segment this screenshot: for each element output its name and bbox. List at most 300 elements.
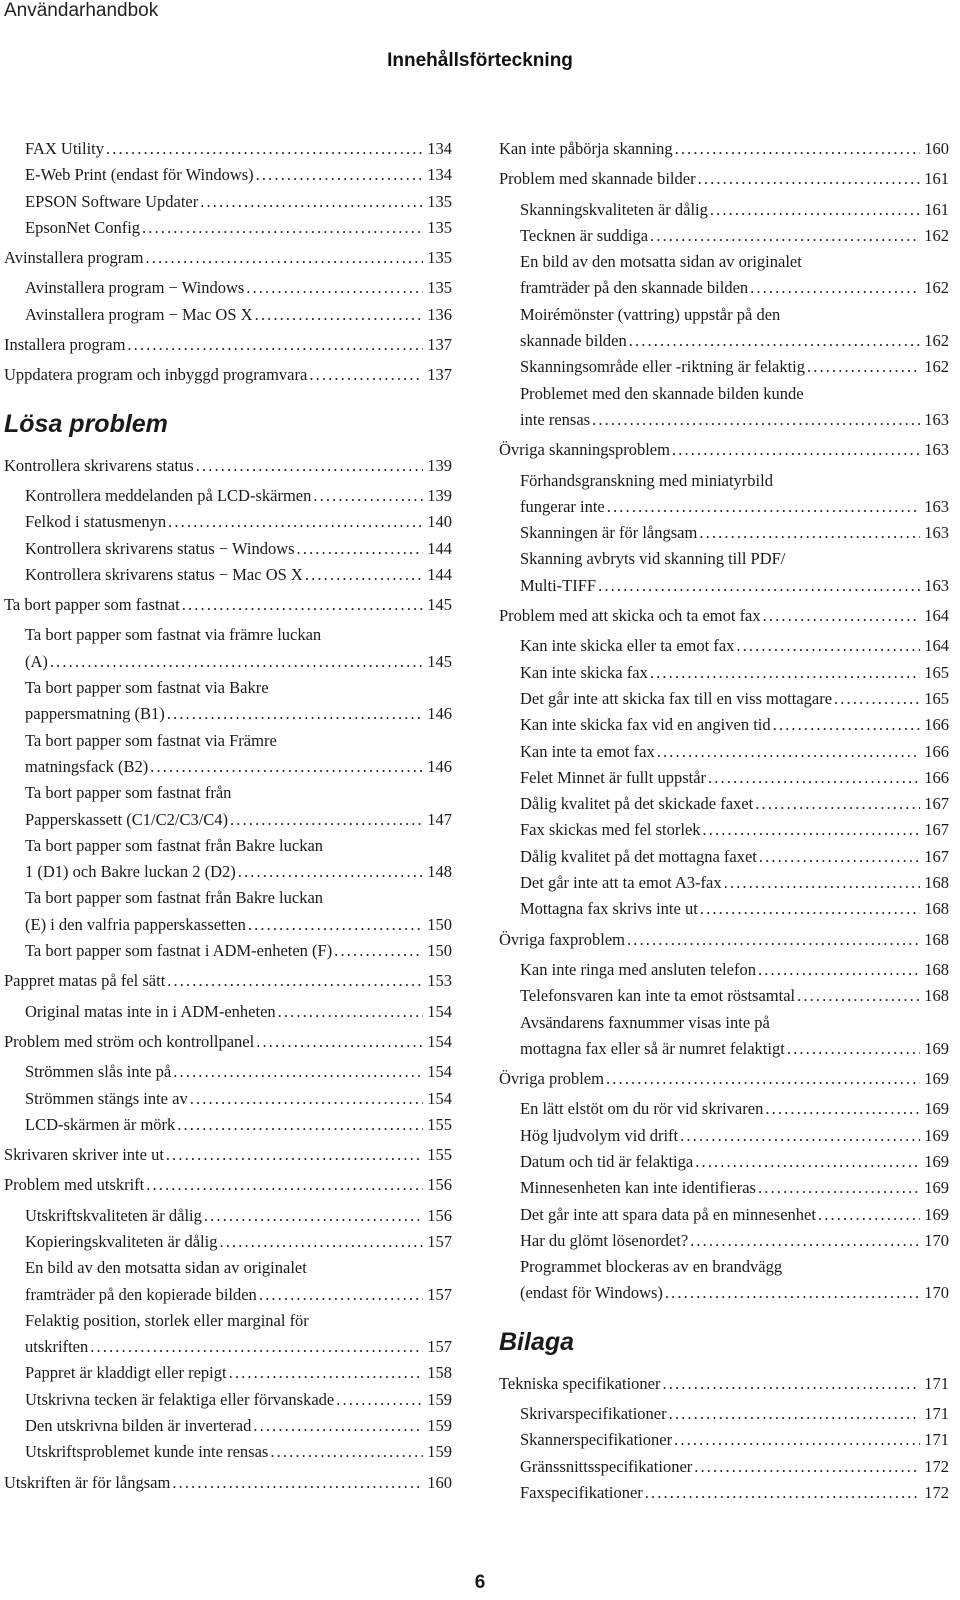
toc-subentry[interactable] (4, 885, 452, 938)
dot-leader (278, 999, 424, 1025)
toc-subentry[interactable] (4, 999, 452, 1025)
dot-leader (708, 765, 920, 791)
dot-leader (755, 791, 920, 817)
toc-entry-text-line1: Problemet med den skannade bilden kunde (520, 383, 804, 403)
toc-entry-text: Skanningsområde eller -riktning är felaktig (520, 357, 805, 377)
toc-entry-text: (A) (25, 651, 48, 671)
toc-subentry[interactable] (499, 844, 949, 870)
toc-page-number: 160 (427, 1472, 452, 1492)
dot-leader (607, 494, 921, 520)
toc-page-number: 144 (427, 538, 452, 558)
toc-page-number: 163 (924, 409, 949, 429)
toc-subentry[interactable] (4, 1413, 452, 1439)
toc-page-number: 135 (427, 217, 452, 237)
dot-leader (309, 362, 423, 388)
toc-entry-text: Datum och tid är felaktiga (520, 1151, 694, 1171)
toc-entry-text: pappersmatning (B1) (25, 704, 165, 724)
dot-leader (182, 592, 424, 618)
toc-subentry[interactable] (4, 562, 452, 588)
toc-subentry[interactable] (4, 162, 452, 188)
toc-subentry[interactable] (499, 896, 949, 922)
toc-entry-text-line1: Felaktig position, storlek eller marginal för (25, 1310, 309, 1330)
toc-page-number: 148 (427, 862, 452, 882)
toc-entry-text: Felkod i statusmenyn (25, 512, 167, 532)
toc-entry-text: Det går inte att ta emot A3-fax (520, 873, 722, 893)
toc-page-number: 146 (427, 704, 452, 724)
toc-subentry[interactable] (499, 197, 949, 223)
toc-page-number: 167 (924, 794, 949, 814)
toc-page-number: 154 (427, 1088, 452, 1108)
toc-page-number: 156 (427, 1205, 452, 1225)
toc-entry-text: Telefonsvaren kan inte ta emot röstsamtal (520, 986, 796, 1006)
toc-page-number: 165 (924, 662, 949, 682)
toc-entry-text: Kan inte ringa med ansluten telefon (520, 959, 756, 979)
toc-subentry[interactable] (4, 1229, 452, 1255)
toc-subentry[interactable] (4, 728, 452, 781)
toc-entry-text-line1: Avsändarens faxnummer visas inte på (520, 1012, 770, 1032)
toc-entry-text: Utskrivna tecken är felaktiga eller förvanskade (25, 1389, 335, 1409)
toc-entry-text: Strömmen stängs inte av (25, 1088, 188, 1108)
toc-entry-text-line1: Ta bort papper som fastnat via främre luckan (25, 625, 322, 645)
toc-subentry[interactable] (499, 249, 949, 302)
toc-entry-text: Pappret matas på fel sätt (4, 971, 166, 991)
dot-leader (200, 189, 423, 215)
toc-subentry[interactable] (4, 833, 452, 886)
dot-leader (710, 197, 920, 223)
toc-entry-text: Kontrollera meddelanden på LCD-skärmen (25, 485, 312, 505)
toc-page-number: 169 (924, 1178, 949, 1198)
dot-leader (797, 983, 920, 1009)
dot-leader (256, 162, 424, 188)
toc-entry-text: Kan inte påbörja skanning (499, 139, 673, 158)
toc-page-number: 156 (427, 1175, 452, 1195)
toc-subentry[interactable] (499, 686, 949, 712)
toc-entry-text: Ta bort papper som fastnat (4, 595, 180, 615)
toc-entry-text: Det går inte att spara data på en minnesenhet (520, 1204, 816, 1224)
toc-page-number: 171 (924, 1373, 949, 1393)
toc-page-number: 134 (427, 139, 452, 158)
toc-page-number: 145 (427, 595, 452, 615)
toc-page-number: 154 (427, 1001, 452, 1021)
toc-page-number: 163 (924, 523, 949, 543)
toc-subentry[interactable] (499, 983, 949, 1009)
toc-column-right (499, 136, 949, 1506)
toc-entry[interactable] (4, 332, 452, 358)
toc-page-number: 161 (924, 199, 949, 219)
toc-subentry[interactable] (4, 1086, 452, 1112)
toc-subentry[interactable] (499, 223, 949, 249)
toc-entry[interactable] (4, 1029, 452, 1055)
toc-entry[interactable] (4, 245, 452, 271)
toc-page-number: 163 (924, 496, 949, 516)
dot-leader (703, 817, 921, 843)
dot-leader (168, 509, 423, 535)
toc-entry-text: Kan inte ta emot fax (520, 741, 655, 761)
dot-leader (334, 938, 423, 964)
toc-entry-text: Skanningen är för långsam (520, 523, 698, 543)
toc-entry-text: Problem med att skicka och ta emot fax (499, 606, 761, 626)
toc-page-number: 172 (924, 1456, 949, 1476)
toc-entry-text: Minnesenheten kan inte identifieras (520, 1178, 756, 1198)
toc-subentry[interactable] (499, 870, 949, 896)
dot-leader (246, 275, 423, 301)
toc-entry-text: Kan inte skicka eller ta emot fax (520, 636, 735, 656)
toc-subentry[interactable] (499, 791, 949, 817)
toc-entry[interactable] (4, 1470, 452, 1496)
toc-subentry[interactable] (499, 468, 949, 521)
toc-page-number: 171 (924, 1404, 949, 1424)
toc-entry-text-line1: Ta bort papper som fastnat från Bakre luckan (25, 835, 324, 855)
dot-leader (253, 1413, 423, 1439)
dot-leader (650, 660, 920, 686)
dot-leader (680, 1123, 920, 1149)
toc-page-number: 166 (924, 741, 949, 761)
toc-page-number: 155 (427, 1145, 452, 1165)
toc-entry-text: Den utskrivna bilden är inverterad (25, 1416, 252, 1436)
toc-entry[interactable] (4, 1142, 452, 1168)
dot-leader (675, 136, 921, 162)
toc-entry-text: Övriga problem (499, 1069, 604, 1089)
dot-leader (690, 1228, 920, 1254)
toc-entry-text: Kontrollera skrivarens status − Windows (25, 538, 295, 558)
toc-subentry[interactable] (4, 622, 452, 675)
toc-page-number: 157 (427, 1337, 452, 1357)
toc-subentry[interactable] (4, 938, 452, 964)
section-title: Bilaga (499, 1327, 575, 1356)
dot-leader (167, 968, 423, 994)
dot-leader (724, 870, 921, 896)
manual-title: Användarhandbok (4, 0, 159, 21)
toc-page-number: 154 (427, 1062, 452, 1082)
dot-leader (238, 859, 423, 885)
dot-leader (629, 328, 920, 354)
toc-entry-text: Skrivaren skriver inte ut (4, 1145, 164, 1165)
dot-leader (627, 927, 920, 953)
toc-page-number: 169 (924, 1151, 949, 1171)
toc-subentry[interactable] (4, 1059, 452, 1085)
toc-entry-text: Tekniska specifikationer (499, 1373, 661, 1393)
toc-subentry[interactable] (4, 509, 452, 535)
toc-page-number: 145 (427, 651, 452, 671)
toc-page-number: 159 (427, 1442, 452, 1462)
toc-subentry[interactable] (4, 215, 452, 241)
toc-subentry[interactable] (4, 780, 452, 833)
dot-leader (229, 1360, 424, 1386)
toc-subentry[interactable] (499, 633, 949, 659)
dot-leader (313, 483, 423, 509)
page-number: 6 (474, 1572, 486, 1593)
toc-page-number: 169 (924, 1204, 949, 1224)
dot-leader (106, 136, 423, 162)
toc-subentry[interactable] (499, 712, 949, 738)
toc-subentry[interactable] (499, 354, 949, 380)
toc-page-number: 163 (924, 440, 949, 460)
toc-entry-text: framträder på den kopierade bilden (25, 1284, 257, 1304)
dot-leader (50, 649, 423, 675)
toc-page-number: 144 (427, 564, 452, 584)
toc-entry-text: utskriften (25, 1337, 89, 1357)
toc-entry[interactable] (4, 362, 452, 388)
dot-leader (669, 1401, 921, 1427)
toc-subentry[interactable] (499, 381, 949, 434)
toc-subentry[interactable] (499, 660, 949, 686)
toc-page-number: 171 (924, 1430, 949, 1450)
toc-entry-text-line1: Programmet blockeras av en brandvägg (520, 1257, 783, 1277)
toc-entry-text: FAX Utility (25, 139, 104, 158)
toc-subentry[interactable] (4, 189, 452, 215)
dot-leader (190, 1086, 424, 1112)
toc-page-number: 168 (924, 929, 949, 949)
toc-entry-text: Dålig kvalitet på det skickade faxet (520, 794, 754, 814)
toc-subentry[interactable] (499, 1096, 949, 1122)
toc-entry-text: Kan inte skicka fax vid en angiven tid (520, 715, 771, 735)
dot-leader (665, 1280, 920, 1306)
dot-leader (230, 807, 423, 833)
toc-entry-text: Papperskassett (C1/C2/C3/C4) (25, 809, 229, 829)
dot-leader (698, 166, 921, 192)
dot-leader (657, 739, 921, 765)
dot-leader (672, 437, 920, 463)
toc-entry-text: Problem med ström och kontrollpanel (4, 1031, 255, 1051)
toc-column-left (4, 136, 452, 1500)
toc-entry-text: Tecknen är suddiga (520, 225, 649, 245)
toc-subentry[interactable] (499, 957, 949, 983)
toc-subentry[interactable] (4, 1112, 452, 1138)
dot-leader (297, 536, 424, 562)
toc-page-number: 170 (924, 1230, 949, 1250)
dot-leader (270, 1439, 423, 1465)
toc-subentry[interactable] (499, 765, 949, 791)
toc-subentry[interactable] (499, 1228, 949, 1254)
dot-leader (127, 332, 423, 358)
toc-page-number: 147 (427, 809, 452, 829)
toc-page-number: 160 (924, 139, 949, 158)
dot-leader (765, 1096, 920, 1122)
dot-leader (177, 1112, 423, 1138)
toc-page-number: 159 (427, 1389, 452, 1409)
dot-leader (305, 562, 423, 588)
dot-leader (787, 1036, 920, 1062)
toc-entry-text: Kopieringskvaliteten är dålig (25, 1231, 218, 1251)
toc-entry-text: EpsonNet Config (25, 217, 141, 237)
toc-page-number: 146 (427, 756, 452, 776)
toc-subentry[interactable] (499, 1454, 949, 1480)
toc-entry[interactable] (4, 968, 452, 994)
toc-subentry[interactable] (4, 1387, 452, 1413)
dot-leader (759, 844, 920, 870)
dot-leader (758, 957, 920, 983)
toc-subentry[interactable] (4, 136, 452, 162)
toc-entry-text: Hög ljudvolym vid drift (520, 1125, 679, 1145)
dot-leader (248, 912, 423, 938)
toc-subentry[interactable] (499, 1010, 949, 1063)
toc-entry-text: 1 (D1) och Bakre luckan 2 (D2) (25, 862, 236, 882)
toc-entry-text: mottagna fax eller så är numret felaktigt (520, 1038, 785, 1058)
toc-entry-text: LCD-skärmen är mörk (25, 1114, 176, 1134)
toc-page-number: 170 (924, 1283, 949, 1303)
toc-entry-text: Dålig kvalitet på det mottagna faxet (520, 846, 757, 866)
toc-entry-text-line1: En bild av den motsatta sidan av originalet (25, 1258, 307, 1278)
toc-entry-text: Uppdatera program och inbyggd programvara (4, 365, 308, 385)
toc-entry[interactable] (499, 437, 949, 463)
toc-entry-text: Multi-TIFF (520, 575, 597, 595)
toc-entry-text-line1: En bild av den motsatta sidan av originalet (520, 252, 802, 272)
dot-leader (204, 1203, 423, 1229)
toc-entry-text: Problem med utskrift (4, 1175, 145, 1195)
toc-entry-text-line1: Ta bort papper som fastnat via Främre (25, 730, 277, 750)
dot-leader (645, 1480, 920, 1506)
toc-page-number: 135 (427, 278, 452, 298)
toc-page-number: 137 (427, 365, 452, 385)
dot-leader (807, 354, 920, 380)
toc-subentry[interactable] (4, 302, 452, 328)
toc-subentry[interactable] (4, 1439, 452, 1465)
toc-entry-text-line1: Ta bort papper som fastnat från (25, 783, 232, 803)
toc-subentry[interactable] (499, 520, 949, 546)
toc-page-number: 165 (924, 688, 949, 708)
dot-leader (142, 215, 423, 241)
toc-entry-text: (E) i den valfria papperskassetten (25, 914, 246, 934)
dot-leader (598, 573, 920, 599)
toc-entry-text: Faxspecifikationer (520, 1482, 643, 1502)
toc-entry-text: Installera program (4, 335, 126, 355)
toc-subentry[interactable] (499, 1480, 949, 1506)
toc-subentry[interactable] (499, 1149, 949, 1175)
toc-page-number: 155 (427, 1114, 452, 1134)
toc-entry-text-line1: Förhandsgranskning med miniatyrbild (520, 470, 773, 490)
toc-entry-text: (endast för Windows) (520, 1283, 663, 1303)
toc-page-number: 168 (924, 899, 949, 919)
toc-page-number: 166 (924, 715, 949, 735)
dot-leader (695, 1149, 920, 1175)
toc-entry-text: En lätt elstöt om du rör vid skrivaren (520, 1099, 764, 1119)
toc-entry[interactable] (499, 1371, 949, 1397)
toc-entry[interactable] (499, 603, 949, 629)
dot-leader (173, 1059, 423, 1085)
toc-page-number: 157 (427, 1284, 452, 1304)
toc-page-number: 139 (427, 455, 452, 475)
toc-page-number: 172 (924, 1482, 949, 1502)
toc-entry-text: Har du glömt lösenordet? (520, 1230, 689, 1250)
toc-subentry[interactable] (4, 275, 452, 301)
dot-leader (699, 520, 920, 546)
dot-leader (674, 1427, 920, 1453)
dot-leader (592, 407, 920, 433)
toc-entry[interactable] (4, 592, 452, 618)
toc-page-number: 169 (924, 1099, 949, 1119)
toc-page-number: 137 (427, 335, 452, 355)
dot-leader (694, 1454, 920, 1480)
toc-entry-text: fungerar inte (520, 496, 605, 516)
toc-entry-text: framträder på den skannade bilden (520, 278, 749, 298)
toc-page-number: 164 (924, 636, 949, 656)
toc-entry-text: Kontrollera skrivarens status (4, 455, 194, 475)
toc-subentry[interactable] (499, 1254, 949, 1307)
toc-subentry[interactable] (499, 1123, 949, 1149)
toc-subentry[interactable] (499, 1202, 949, 1228)
toc-subentry[interactable] (499, 1401, 949, 1427)
toc-subentry[interactable] (499, 739, 949, 765)
dot-leader (172, 1470, 423, 1496)
toc-entry-text: Original matas inte in i ADM-enheten (25, 1001, 276, 1021)
toc-entry-text: Kontrollera skrivarens status − Mac OS X (25, 564, 303, 584)
toc-subentry[interactable] (4, 1308, 452, 1361)
toc-entry[interactable] (499, 927, 949, 953)
toc-page-number: 153 (427, 971, 452, 991)
toc-page-number: 150 (427, 941, 452, 961)
toc-subentry[interactable] (4, 536, 452, 562)
toc-page-number: 163 (924, 575, 949, 595)
toc-page-number: 167 (924, 846, 949, 866)
toc-entry[interactable] (499, 166, 949, 192)
toc-entry-text: Skannerspecifikationer (520, 1430, 673, 1450)
toc-entry-text: Utskriftsproblemet kunde inte rensas (25, 1442, 269, 1462)
toc-entry-text: Det går inte att skicka fax till en viss mottagare (520, 688, 833, 708)
toc-entry-text: Gränssnittsspecifikationer (520, 1456, 693, 1476)
toc-page-number: 168 (924, 986, 949, 1006)
dot-leader (663, 1371, 921, 1397)
toc-entry[interactable] (499, 1066, 949, 1092)
dot-leader (167, 701, 423, 727)
dot-leader (700, 896, 920, 922)
dot-leader (146, 1172, 423, 1198)
toc-page-number: 134 (427, 165, 452, 185)
toc-subentry[interactable] (499, 817, 949, 843)
dot-leader (834, 686, 920, 712)
dot-leader (145, 245, 423, 271)
toc-entry-text: Pappret är kladdigt eller repigt (25, 1363, 227, 1383)
toc-page-number: 140 (427, 512, 452, 532)
dot-leader (763, 603, 921, 629)
page-heading: Innehållsförteckning (387, 50, 573, 71)
toc-subentry[interactable] (499, 546, 949, 599)
toc-page-number: 154 (427, 1031, 452, 1051)
toc-page-number: 164 (924, 606, 949, 626)
toc-page-number: 169 (924, 1069, 949, 1089)
dot-leader (150, 754, 423, 780)
toc-entry-text: Ta bort papper som fastnat i ADM-enheten (F) (25, 941, 333, 961)
toc-page-number: 169 (924, 1038, 949, 1058)
toc-subentry[interactable] (499, 1175, 949, 1201)
toc-subentry[interactable] (4, 1203, 452, 1229)
toc-entry[interactable] (4, 1172, 452, 1198)
toc-entry-text: Fax skickas med fel storlek (520, 820, 701, 840)
dot-leader (166, 1142, 423, 1168)
toc-subentry[interactable] (4, 483, 452, 509)
dot-leader (90, 1334, 423, 1360)
toc-entry-text-line1: Ta bort papper som fastnat via Bakre (25, 678, 269, 698)
toc-entry[interactable] (4, 453, 452, 479)
toc-entry-text: inte rensas (520, 409, 591, 429)
toc-page-number: 157 (427, 1231, 452, 1251)
toc-entry-text: Strömmen slås inte på (25, 1062, 172, 1082)
toc-subentry[interactable] (499, 1427, 949, 1453)
toc-subentry[interactable] (499, 302, 949, 355)
toc-entry-text: Kan inte skicka fax (520, 662, 648, 682)
toc-entry[interactable] (499, 136, 949, 162)
toc-subentry[interactable] (4, 675, 452, 728)
toc-page-number: 139 (427, 485, 452, 505)
toc-page-number: 167 (924, 820, 949, 840)
dot-leader (758, 1175, 920, 1201)
toc-entry-text: Skanningskvaliteten är dålig (520, 199, 708, 219)
toc-entry-text: Avinstallera program − Windows (25, 278, 245, 298)
toc-entry-text: Utskriften är för långsam (4, 1472, 171, 1492)
dot-leader (750, 275, 920, 301)
toc-page-number: 159 (427, 1416, 452, 1436)
toc-subentry[interactable] (4, 1360, 452, 1386)
toc-subentry[interactable] (4, 1255, 452, 1308)
